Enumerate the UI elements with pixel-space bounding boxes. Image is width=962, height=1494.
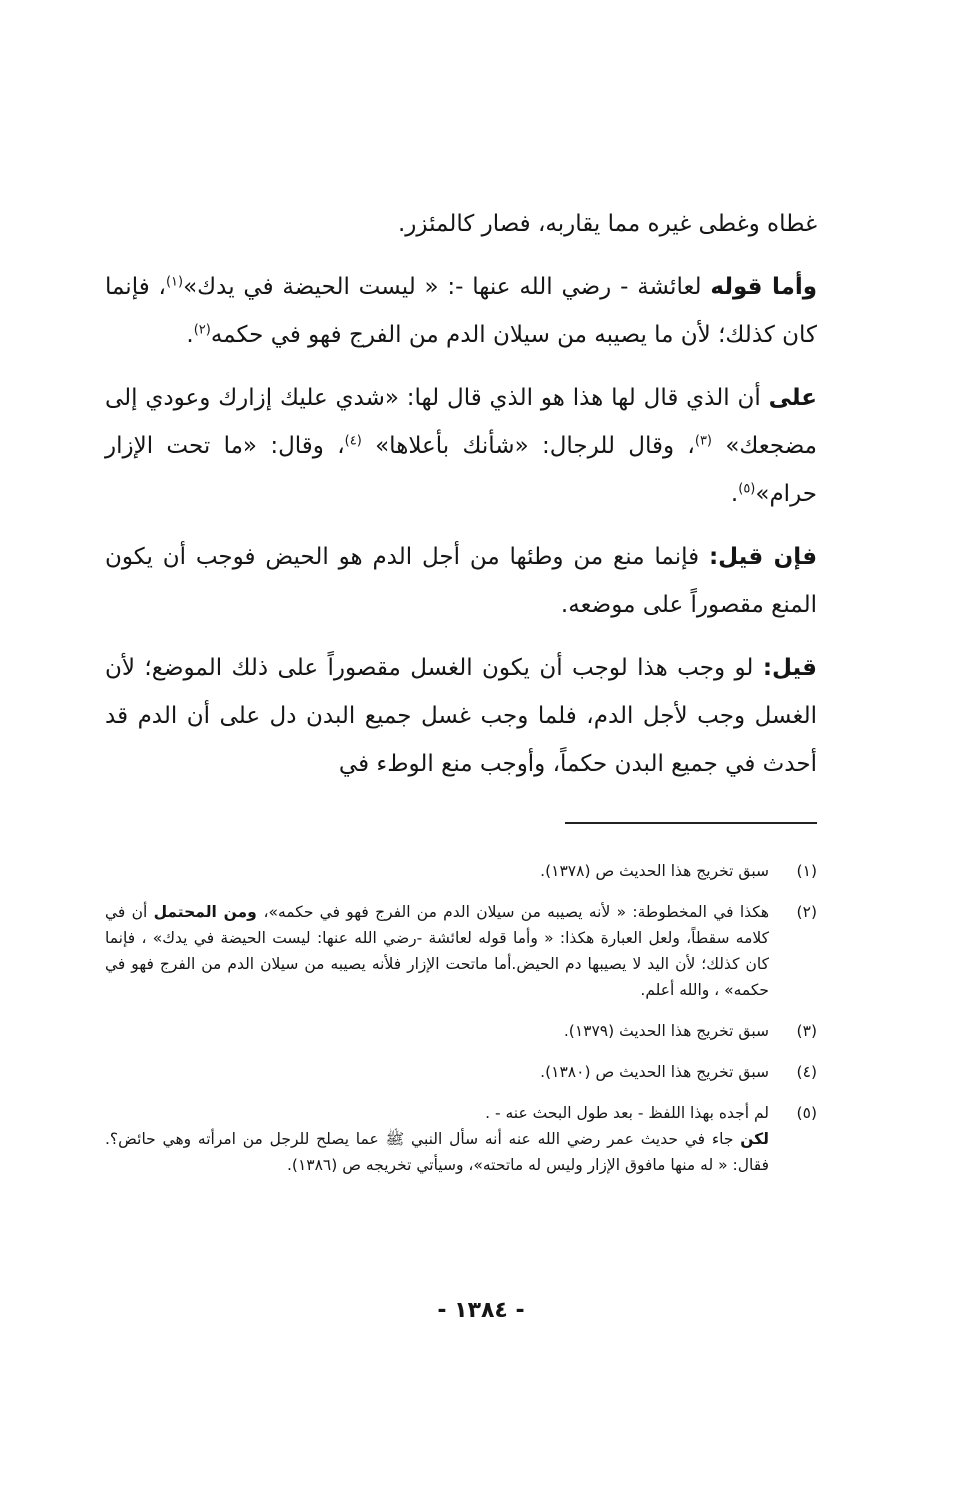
paragraph-2-text-3: . xyxy=(186,322,194,348)
paragraph-1-text: غطاه وغطى غيره مما يقاربه، فصار كالمئزر. xyxy=(398,211,817,237)
footnote-text: سبق تخريج هذا الحديث ص (١٣٧٨). xyxy=(540,862,769,880)
footnote-number: (٤) xyxy=(796,1063,817,1081)
footnote-text: سبق تخريج هذا الحديث ص (١٣٨٠). xyxy=(540,1063,769,1081)
paragraph-3 xyxy=(105,374,817,518)
footnote-2 xyxy=(105,899,817,1003)
footnotes xyxy=(105,858,817,1193)
paragraph-2 xyxy=(105,263,817,359)
footnote-number: (١) xyxy=(796,862,817,880)
paragraph-4-lead: فإن قيل: xyxy=(708,544,817,570)
paragraph-5-text: لو وجب هذا لوجب أن يكون الغسل مقصوراً على ذلك الموضع؛ لأن الغسل وجب لأجل الدم، فلما وجب غسل جميع البدن دل على أن الدم قد أحدث في جميع البدن حكماً، وأوجب منع الوطء في xyxy=(105,655,817,777)
paragraph-1 xyxy=(105,200,817,248)
footnote-5-continued xyxy=(105,1126,817,1178)
paragraph-5-lead: قيل: xyxy=(762,655,817,681)
footnote-number: (٢) xyxy=(796,903,817,921)
footnote-text: سبق تخريج هذا الحديث (١٣٧٩). xyxy=(563,1022,769,1040)
paragraph-4-text: فإنما منع من وطئها من أجل الدم هو الحيض فوجب أن يكون المنع مقصوراً على موضعه. xyxy=(105,544,817,618)
main-text xyxy=(105,200,817,803)
page-number: - ١٣٨٤ - xyxy=(437,1298,525,1323)
footnote-line-1: لم أجده بهذا اللفظ - بعد طول البحث عنه - . xyxy=(485,1104,769,1122)
footnote-ref-4[interactable]: (٤) xyxy=(344,433,362,449)
paragraph-2-text: لعائشة - رضي الله عنها -: « ليست الحيضة في يدك» xyxy=(183,274,711,300)
paragraph-3-text: أن الذي قال لها هذا هو الذي قال لها: «شدي عليك إزارك وعودي إلى مضجعك» xyxy=(105,385,817,459)
footnote-body xyxy=(105,899,769,1003)
footnote-ref-5[interactable]: (٥) xyxy=(738,481,756,497)
footnote-body-2 xyxy=(105,1126,769,1178)
footnote-4 xyxy=(105,1059,817,1085)
footnote-bold: لكن xyxy=(740,1130,769,1148)
footnote-number: (٣) xyxy=(796,1022,817,1040)
footnote-text: هكذا في المخطوطة: « لأنه يصيبه من سيلان الدم من الفرج فهو في حكمه»، xyxy=(263,903,769,921)
footnote-text-2: أن في كلامه سقطاً، ولعل العبارة هكذا: « وأما قوله لعائشة -رضي الله عنها: ليست الحيضة في يدك» ، فإنما كان كذلك؛ لأن اليد لا يصيبها دم الحيض.أما ماتحت الإزار فلأنه يصيبه من سيلان الدم من الفرج فهو في حكمه» ، والله أعلم. xyxy=(105,903,769,999)
paragraph-3-text-4: . xyxy=(730,481,739,507)
paragraph-2-lead: وأما قوله xyxy=(710,274,817,300)
paragraph-3-text-2: ، وقال للرجال: «شأنك بأعلاها» xyxy=(375,433,695,459)
footnote-5 xyxy=(105,1100,817,1126)
paragraph-4 xyxy=(105,533,817,629)
footnote-3 xyxy=(105,1018,817,1044)
footnote-ref-3[interactable]: (٣) xyxy=(694,433,712,449)
footnote-ref-1[interactable]: (١) xyxy=(165,274,184,290)
footnote-bold: ومن المحتمل xyxy=(153,903,264,921)
paragraph-3-text-3: ، وقال: «ما تحت الإزار حرام» xyxy=(105,433,817,507)
footnote-1 xyxy=(105,858,817,884)
footnote-divider xyxy=(565,822,817,824)
footnote-body xyxy=(105,1100,769,1126)
paragraph-3-lead: على xyxy=(768,385,817,411)
paragraph-2-text-2: ، فإنما كان كذلك؛ لأن ما يصيبه من سيلان الدم من الفرج فهو في حكمه xyxy=(105,274,817,348)
footnote-text: جاء في حديث عمر رضي الله عنه أنه سأل النبي ﷺ عما يصلح للرجل من امرأته وهي حائض؟. فقال: « له منها مافوق الإزار وليس له ماتحته»، وسيأتي تخريجه ص (١٣٨٦). xyxy=(105,1130,769,1174)
paragraph-5 xyxy=(105,644,817,788)
footnote-number: (٥) xyxy=(796,1104,817,1122)
footnote-ref-2[interactable]: (٢) xyxy=(193,322,211,338)
